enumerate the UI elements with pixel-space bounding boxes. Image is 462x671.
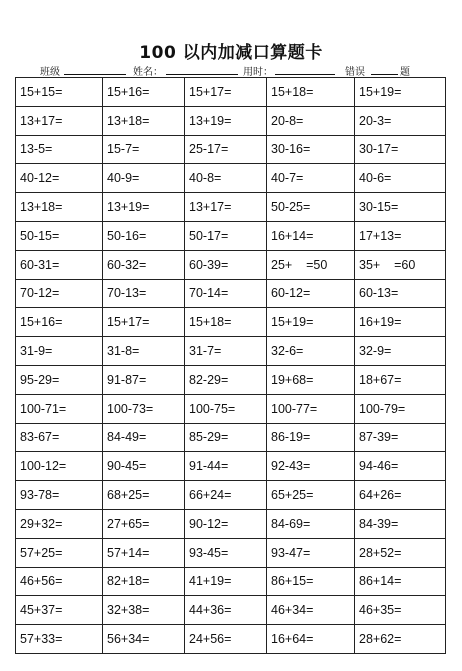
problem-cell: 20-3= <box>355 106 446 135</box>
problem-cell: 94-46= <box>355 452 446 481</box>
problem-cell: 40-6= <box>355 164 446 193</box>
problem-cell: 41+19= <box>185 567 267 596</box>
problem-cell: 60-31= <box>16 250 103 279</box>
problem-cell: 68+25= <box>103 481 185 510</box>
table-row <box>16 423 446 452</box>
errors-field[interactable] <box>371 74 398 75</box>
problem-cell: 50-25= <box>267 193 355 222</box>
problem-cell: 32-6= <box>267 337 355 366</box>
problem-cell: 82-29= <box>185 365 267 394</box>
problem-cell: 32-9= <box>355 337 446 366</box>
problem-cell: 13+19= <box>103 193 185 222</box>
name-label: 姓名： <box>133 67 163 78</box>
table-row <box>16 279 446 308</box>
problem-cell: 40-7= <box>267 164 355 193</box>
table-row <box>16 164 446 193</box>
problem-cell: 50-16= <box>103 221 185 250</box>
class-field[interactable] <box>64 74 126 75</box>
problem-cell: 15+19= <box>355 78 446 107</box>
problem-cell: 40-9= <box>103 164 185 193</box>
problem-cell: 13+17= <box>185 193 267 222</box>
problem-cell: 86+14= <box>355 567 446 596</box>
table-row <box>16 135 446 164</box>
problem-cell: 85-29= <box>185 423 267 452</box>
problem-cell: 93-47= <box>267 538 355 567</box>
problem-cell: 28+52= <box>355 538 446 567</box>
problem-cell: 91-44= <box>185 452 267 481</box>
problem-cell: 15+15= <box>16 78 103 107</box>
problem-cell: 83-67= <box>16 423 103 452</box>
problem-cell: 56+34= <box>103 625 185 654</box>
problem-cell: 25+ =50 <box>267 250 355 279</box>
problem-grid <box>15 77 446 654</box>
table-row <box>16 567 446 596</box>
problem-cell: 31-9= <box>16 337 103 366</box>
problem-cell: 45+37= <box>16 596 103 625</box>
problem-cell: 15+16= <box>16 308 103 337</box>
problem-cell: 90-45= <box>103 452 185 481</box>
time-label: 用时： <box>243 67 273 78</box>
problem-cell: 46+56= <box>16 567 103 596</box>
table-row <box>16 365 446 394</box>
problem-cell: 70-12= <box>16 279 103 308</box>
time-field[interactable] <box>275 74 335 75</box>
problem-cell: 92-43= <box>267 452 355 481</box>
problem-cell: 60-12= <box>267 279 355 308</box>
problem-cell: 19+68= <box>267 365 355 394</box>
table-row <box>16 452 446 481</box>
problem-cell: 93-78= <box>16 481 103 510</box>
problem-cell: 30-17= <box>355 135 446 164</box>
table-row <box>16 308 446 337</box>
name-field[interactable] <box>166 74 238 75</box>
problem-grid-body <box>16 78 446 654</box>
problem-cell: 30-15= <box>355 193 446 222</box>
problem-cell: 30-16= <box>267 135 355 164</box>
problem-cell: 57+14= <box>103 538 185 567</box>
problem-cell: 100-71= <box>16 394 103 423</box>
table-row <box>16 596 446 625</box>
problem-cell: 24+56= <box>185 625 267 654</box>
problem-cell: 46+34= <box>267 596 355 625</box>
problem-cell: 100-75= <box>185 394 267 423</box>
problem-cell: 15+16= <box>103 78 185 107</box>
table-row <box>16 509 446 538</box>
table-row <box>16 481 446 510</box>
problem-cell: 13+18= <box>103 106 185 135</box>
problem-cell: 13+19= <box>185 106 267 135</box>
problem-cell: 25-17= <box>185 135 267 164</box>
problem-cell: 15+18= <box>267 78 355 107</box>
problem-cell: 66+24= <box>185 481 267 510</box>
problem-cell: 15+19= <box>267 308 355 337</box>
problem-cell: 95-29= <box>16 365 103 394</box>
problem-cell: 13+17= <box>16 106 103 135</box>
problem-cell: 29+32= <box>16 509 103 538</box>
problem-cell: 13-5= <box>16 135 103 164</box>
problem-cell: 86-19= <box>267 423 355 452</box>
problem-cell: 60-39= <box>185 250 267 279</box>
problem-cell: 18+67= <box>355 365 446 394</box>
problem-cell: 40-8= <box>185 164 267 193</box>
problem-cell: 84-39= <box>355 509 446 538</box>
problem-cell: 82+18= <box>103 567 185 596</box>
table-row <box>16 337 446 366</box>
table-row <box>16 221 446 250</box>
table-row <box>16 538 446 567</box>
problem-cell: 100-77= <box>267 394 355 423</box>
problem-cell: 15-7= <box>103 135 185 164</box>
problem-cell: 16+64= <box>267 625 355 654</box>
problem-cell: 44+36= <box>185 596 267 625</box>
problem-cell: 50-17= <box>185 221 267 250</box>
problem-cell: 16+14= <box>267 221 355 250</box>
problem-cell: 35+ =60 <box>355 250 446 279</box>
problem-cell: 27+65= <box>103 509 185 538</box>
problem-cell: 15+17= <box>185 78 267 107</box>
table-row <box>16 625 446 654</box>
problem-cell: 70-14= <box>185 279 267 308</box>
problem-cell: 32+38= <box>103 596 185 625</box>
problem-cell: 100-12= <box>16 452 103 481</box>
problem-cell: 70-13= <box>103 279 185 308</box>
class-label: 班级 <box>40 67 60 78</box>
problem-cell: 90-12= <box>185 509 267 538</box>
problem-cell: 40-12= <box>16 164 103 193</box>
problem-cell: 57+25= <box>16 538 103 567</box>
problem-cell: 17+13= <box>355 221 446 250</box>
problem-cell: 100-79= <box>355 394 446 423</box>
problem-cell: 31-7= <box>185 337 267 366</box>
problem-cell: 60-13= <box>355 279 446 308</box>
problem-cell: 60-32= <box>103 250 185 279</box>
info-line <box>0 63 462 77</box>
problem-cell: 50-15= <box>16 221 103 250</box>
table-row <box>16 394 446 423</box>
problem-cell: 57+33= <box>16 625 103 654</box>
problem-cell: 16+19= <box>355 308 446 337</box>
problem-cell: 100-73= <box>103 394 185 423</box>
table-row <box>16 193 446 222</box>
problem-cell: 20-8= <box>267 106 355 135</box>
problem-cell: 93-45= <box>185 538 267 567</box>
table-row <box>16 78 446 107</box>
table-row <box>16 106 446 135</box>
problem-cell: 91-87= <box>103 365 185 394</box>
problem-cell: 13+18= <box>16 193 103 222</box>
problem-cell: 86+15= <box>267 567 355 596</box>
problem-cell: 64+26= <box>355 481 446 510</box>
problem-cell: 87-39= <box>355 423 446 452</box>
problem-cell: 15+17= <box>103 308 185 337</box>
problem-cell: 65+25= <box>267 481 355 510</box>
problem-cell: 46+35= <box>355 596 446 625</box>
problem-cell: 28+62= <box>355 625 446 654</box>
errors-unit: 题 <box>400 67 410 78</box>
problem-cell: 84-49= <box>103 423 185 452</box>
problem-cell: 15+18= <box>185 308 267 337</box>
problem-cell: 84-69= <box>267 509 355 538</box>
errors-label: 错误 <box>345 67 365 78</box>
table-row <box>16 250 446 279</box>
problem-cell: 31-8= <box>103 337 185 366</box>
page-title: 100 以内加减口算题卡 <box>139 43 323 63</box>
